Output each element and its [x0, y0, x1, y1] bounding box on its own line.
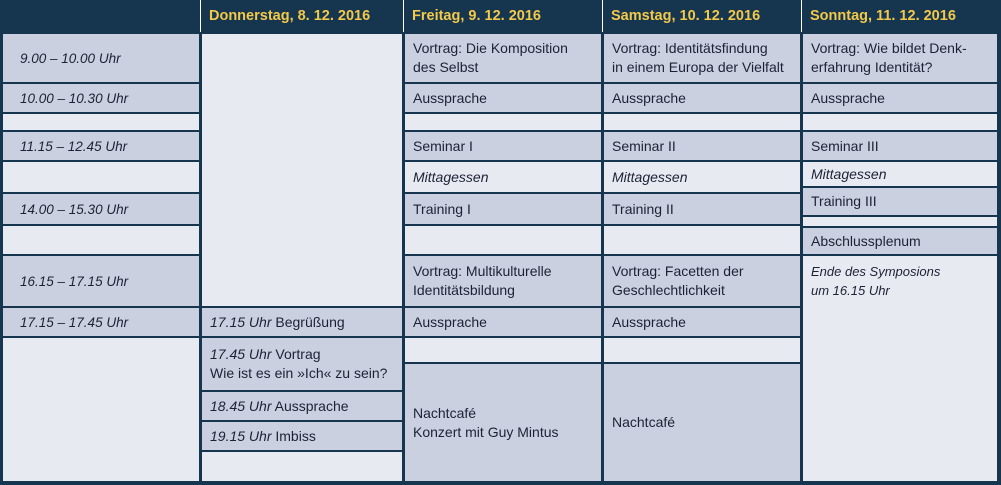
- header-friday: Freitag, 9. 12. 2016: [403, 0, 602, 32]
- saturday-talk-2-line-2: Geschlechtlichkeit: [612, 282, 725, 298]
- thursday-lecture-title: Wie ist es ein »Ich« zu sein?: [210, 365, 388, 381]
- friday-gap: [405, 114, 601, 130]
- sunday-gap: [803, 217, 997, 226]
- sunday-end-note-line-2: um 16.15 Uhr: [811, 283, 890, 298]
- saturday-gap: [604, 338, 800, 362]
- header-saturday: Samstag, 10. 12. 2016: [602, 0, 801, 32]
- sunday-talk-1-line-2: erfahrung Identität?: [811, 59, 933, 75]
- thursday-welcome-time: 17.15 Uhr: [210, 313, 272, 330]
- friday-training: Training I: [405, 194, 601, 224]
- sunday-training: Training III: [803, 188, 997, 215]
- sunday-end-note-line-1: Ende des Symposions: [811, 264, 941, 279]
- time-evening-empty: [3, 338, 199, 481]
- sunday-talk-1-line-1: Vortrag: Wie bildet Denk-: [811, 40, 967, 56]
- thursday-snack-time: 19.15 Uhr: [210, 427, 272, 444]
- time-gap: [3, 114, 199, 130]
- time-slot-3: 11.15 – 12.45 Uhr: [3, 132, 199, 160]
- friday-night-cafe-line-2: Konzert mit Guy Mintus: [413, 423, 559, 440]
- time-slot-5: 16.15 – 17.15 Uhr: [3, 256, 199, 306]
- friday-discussion-1: Aussprache: [405, 84, 601, 112]
- thursday-welcome-label: Begrüßung: [271, 313, 345, 330]
- sunday-lunch: Mittagessen: [803, 162, 997, 186]
- saturday-talk-2-line-1: Vortrag: Facetten der: [612, 263, 744, 279]
- saturday-seminar: Seminar II: [604, 132, 800, 160]
- friday-talk-2-line-1: Vortrag: Multikulturelle: [413, 263, 552, 279]
- thursday-lecture-time: 17.45 Uhr: [210, 346, 272, 362]
- saturday-talk-1-line-2: in einem Europa der Vielfalt: [612, 59, 784, 75]
- saturday-discussion-1: Aussprache: [604, 84, 800, 112]
- friday-talk-1-line-1: Vortrag: Die Komposition: [413, 40, 568, 56]
- saturday-talk-1: [604, 34, 800, 82]
- saturday-gap: [604, 226, 800, 254]
- header-thursday: Donnerstag, 8. 12. 2016: [200, 0, 403, 32]
- time-slot-4: 14.00 – 15.30 Uhr: [3, 194, 199, 224]
- saturday-talk-2: [604, 256, 800, 306]
- time-gap: [3, 162, 199, 192]
- thursday-snack-label: Imbiss: [271, 427, 316, 444]
- sunday-plenary: Abschlussplenum: [803, 228, 997, 254]
- sunday-seminar: Seminar III: [803, 132, 997, 160]
- friday-night-cafe-line-1: Nachtcafé: [413, 404, 477, 421]
- sunday-gap: [803, 114, 997, 130]
- sunday-end-note: [803, 256, 997, 481]
- sunday-talk-1: [803, 34, 997, 82]
- saturday-talk-1-line-1: Vortrag: Identitätsfindung: [612, 40, 768, 56]
- thursday-discussion-time: 18.45 Uhr: [210, 397, 272, 414]
- friday-lunch: Mittagessen: [405, 162, 601, 192]
- friday-night-cafe: [405, 364, 601, 481]
- header-empty: [0, 0, 200, 32]
- friday-talk-2: [405, 256, 601, 306]
- thursday-lecture-label: Vortrag: [271, 346, 321, 362]
- thursday-empty: [202, 452, 402, 481]
- saturday-discussion-2: Aussprache: [604, 308, 800, 336]
- time-slot-1: 9.00 – 10.00 Uhr: [3, 34, 199, 82]
- sunday-discussion-1: Aussprache: [803, 84, 997, 112]
- friday-talk-2-line-2: Identitätsbildung: [413, 282, 515, 298]
- thursday-snack: [202, 422, 402, 450]
- saturday-night-cafe: Nachtcafé: [604, 364, 800, 481]
- time-slot-6: 17.15 – 17.45 Uhr: [3, 308, 199, 336]
- friday-seminar: Seminar I: [405, 132, 601, 160]
- friday-talk-1: [405, 34, 601, 82]
- friday-talk-1-line-2: des Selbst: [413, 59, 479, 75]
- thursday-welcome: [202, 308, 402, 336]
- thursday-empty: [202, 34, 402, 306]
- friday-discussion-2: Aussprache: [405, 308, 601, 336]
- saturday-lunch: Mittagessen: [604, 162, 800, 192]
- saturday-training: Training II: [604, 194, 800, 224]
- thursday-discussion-label: Aussprache: [271, 397, 349, 414]
- time-slot-2: 10.00 – 10.30 Uhr: [3, 84, 199, 112]
- thursday-lecture: [202, 338, 402, 390]
- header-sunday: Sonntag, 11. 12. 2016: [801, 0, 1001, 32]
- saturday-gap: [604, 114, 800, 130]
- thursday-discussion: [202, 392, 402, 420]
- friday-gap: [405, 226, 601, 254]
- time-gap: [3, 226, 199, 254]
- friday-gap: [405, 338, 601, 362]
